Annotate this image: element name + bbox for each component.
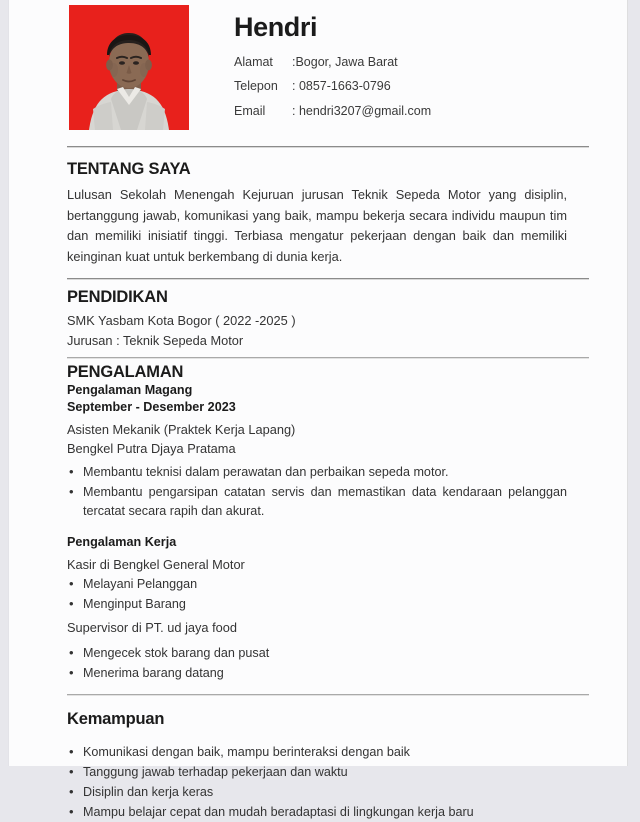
work-heading: Pengalaman Kerja [67,534,177,549]
section-experience [9,363,627,684]
section-title-about: TENTANG SAYA [67,160,191,178]
contact-value-email: : hendri3207@gmail.com [292,103,432,118]
list-item: • Disiplin dan kerja keras [67,783,567,802]
internship-period: September - Desember 2023 [67,399,236,414]
list-item: • Tanggung jawab terhadap pekerjaan dan waktu [67,763,567,782]
work-position-1: Kasir di Bengkel General Motor [67,556,245,572]
list-item: • Menerima barang datang [67,664,567,683]
resume-header [9,0,627,130]
work-bullet-list-1 [67,575,567,614]
skills-list [67,743,567,822]
list-item: • Membantu pengarsipan catatan servis dan memastikan data kendaraan pelanggan tercatat secara rapih dan akurat. [67,483,567,521]
list-item: • Membantu teknisi dalam perawatan dan perbaikan sepeda motor. [67,463,567,482]
contact-value-telepon: : 0857-1663-0796 [292,79,391,94]
internship-company: Bengkel Putra Djaya Pratama [67,441,236,457]
profile-photo [69,5,189,130]
education-school: SMK Yasbam Kota Bogor ( 2022 -2025 ) [67,312,296,328]
section-title-education: PENDIDIKAN [67,287,168,306]
list-item: • Komunikasi dengan baik, mampu berinteraksi dengan baik [67,743,567,762]
contact-label-email: Email [234,103,266,118]
work-bullet-list-2 [67,644,567,683]
contact-row-telepon [234,80,431,93]
list-item: • Mampu belajar cepat dan mudah beradaptasi di lingkungan kerja baru [67,803,567,822]
contact-label-telepon: Telepon [234,79,278,94]
section-education [9,288,627,351]
internship-bullet-list [67,463,567,521]
section-title-experience: PENGALAMAN [67,362,184,381]
contact-row-alamat [234,56,431,69]
list-item: • Melayani Pelanggan [67,575,567,594]
resume-page [8,0,628,819]
page-title: Hendri [234,12,318,42]
list-item: • Menginput Barang [67,595,567,614]
internship-role: Asisten Mekanik (Praktek Kerja Lapang) [67,421,296,437]
contact-value-alamat: :Bogor, Jawa Barat [292,54,398,69]
internship-heading: Pengalaman Magang [67,382,193,397]
list-item: • Mengecek stok barang dan pusat [67,644,567,663]
section-about [9,160,627,268]
identity-block [234,5,431,129]
contact-row-email [234,105,431,118]
work-position-2: Supervisor di PT. ud jaya food [67,620,238,636]
section-skills [9,710,627,822]
about-paragraph: Lulusan Sekolah Menengah Kejuruan jurusan Teknik Sepeda Motor yang disiplin, bertanggung jawab, komunikasi yang baik, mampu bekerja secara individu maupun tim dan memiliki inisiatif tinggi. Terbiasa mengatur pekerjaan dengan baik dan memiliki keinginan kuat untuk berkembang di dunia kerja. [67,187,567,265]
contact-label-alamat: Alamat [234,54,273,69]
education-major: Jurusan : Teknik Sepeda Motor [67,332,244,348]
section-title-skills: Kemampuan [67,710,165,729]
